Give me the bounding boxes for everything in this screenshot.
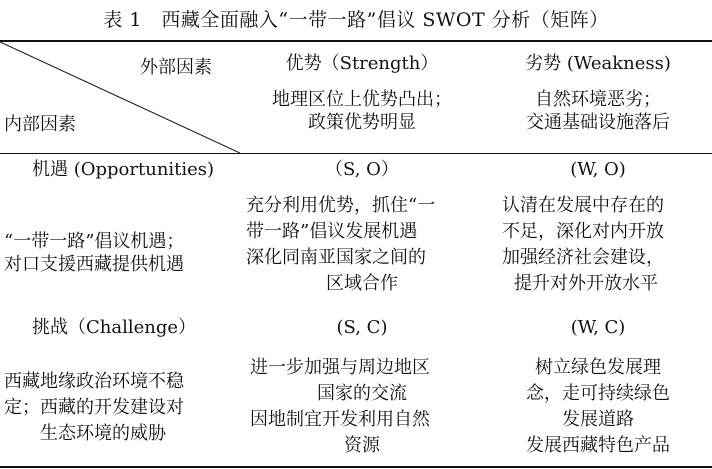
wt-tag: (W, C): [570, 317, 626, 338]
wo-strategy-line-1: 认清在发展中存在的: [502, 195, 664, 216]
wo-strategy-line-3: 加强经济社会建设，: [502, 247, 664, 268]
weakness-desc-1: 自然环境恶劣；: [535, 89, 661, 110]
strength-header: 优势（Strength）: [285, 53, 439, 74]
strength-desc-2: 政策优势明显: [308, 112, 416, 133]
wo-tag: (W, O): [570, 159, 626, 180]
swot-table: [0, 40, 712, 468]
so-strategy-line-2: 带一路”倡议发展机遇: [246, 221, 418, 242]
st-tag: (S, C): [336, 317, 388, 338]
challenges-desc-1: 西藏地缘政治环境不稳: [4, 371, 184, 392]
header-bottom-rule: [0, 153, 712, 154]
challenges-desc-3: 生态环境的威胁: [40, 423, 166, 444]
table-bottom-rule: [0, 466, 712, 468]
so-strategy-line-4: 区域合作: [326, 273, 398, 294]
internal-factors-label: 内部因素: [4, 114, 76, 135]
opportunities-label: 机遇 (Opportunities): [32, 159, 215, 180]
so-strategy-line-3: 深化同南亚国家之间的: [246, 247, 426, 268]
strength-desc-1: 地理区位上优势凸出；: [272, 89, 452, 110]
st-strategy-line-2: 国家的交流: [317, 383, 407, 404]
weakness-desc-2: 交通基础设施落后: [526, 112, 670, 133]
opportunities-desc-2: 对口支援西藏提供机遇: [4, 254, 184, 275]
st-strategy-line-3: 因地制宜开发利用自然: [250, 409, 430, 430]
so-strategy-line-1: 充分利用优势，抓住“一: [246, 195, 436, 216]
wo-strategy-line-2: 不足，深化对内开放: [502, 221, 664, 242]
table-caption: 表 1 西藏全面融入“一带一路”倡议 SWOT 分析（矩阵）: [103, 9, 609, 31]
wt-strategy-line-2: 念，走可持续绿色: [526, 383, 670, 404]
so-tag: （S, O）: [325, 159, 399, 180]
opportunities-desc-1: “一带一路”倡议机遇；: [4, 231, 185, 252]
challenges-label: 挑战（Challenge）: [32, 317, 197, 338]
wt-strategy-line-1: 树立绿色发展理: [535, 357, 661, 378]
wt-strategy-line-4: 发展西藏特色产品: [526, 435, 670, 456]
external-factors-label: 外部因素: [140, 57, 212, 78]
weakness-header: 劣势 (Weakness): [525, 53, 671, 74]
st-strategy-line-1: 进一步加强与周边地区: [250, 357, 430, 378]
wt-strategy-line-3: 发展道路: [562, 409, 634, 430]
wo-strategy-line-4: 提升对外开放水平: [514, 273, 658, 294]
st-strategy-line-4: 资源: [344, 435, 380, 456]
challenges-desc-2: 定；西藏的开发建设对: [4, 397, 184, 418]
